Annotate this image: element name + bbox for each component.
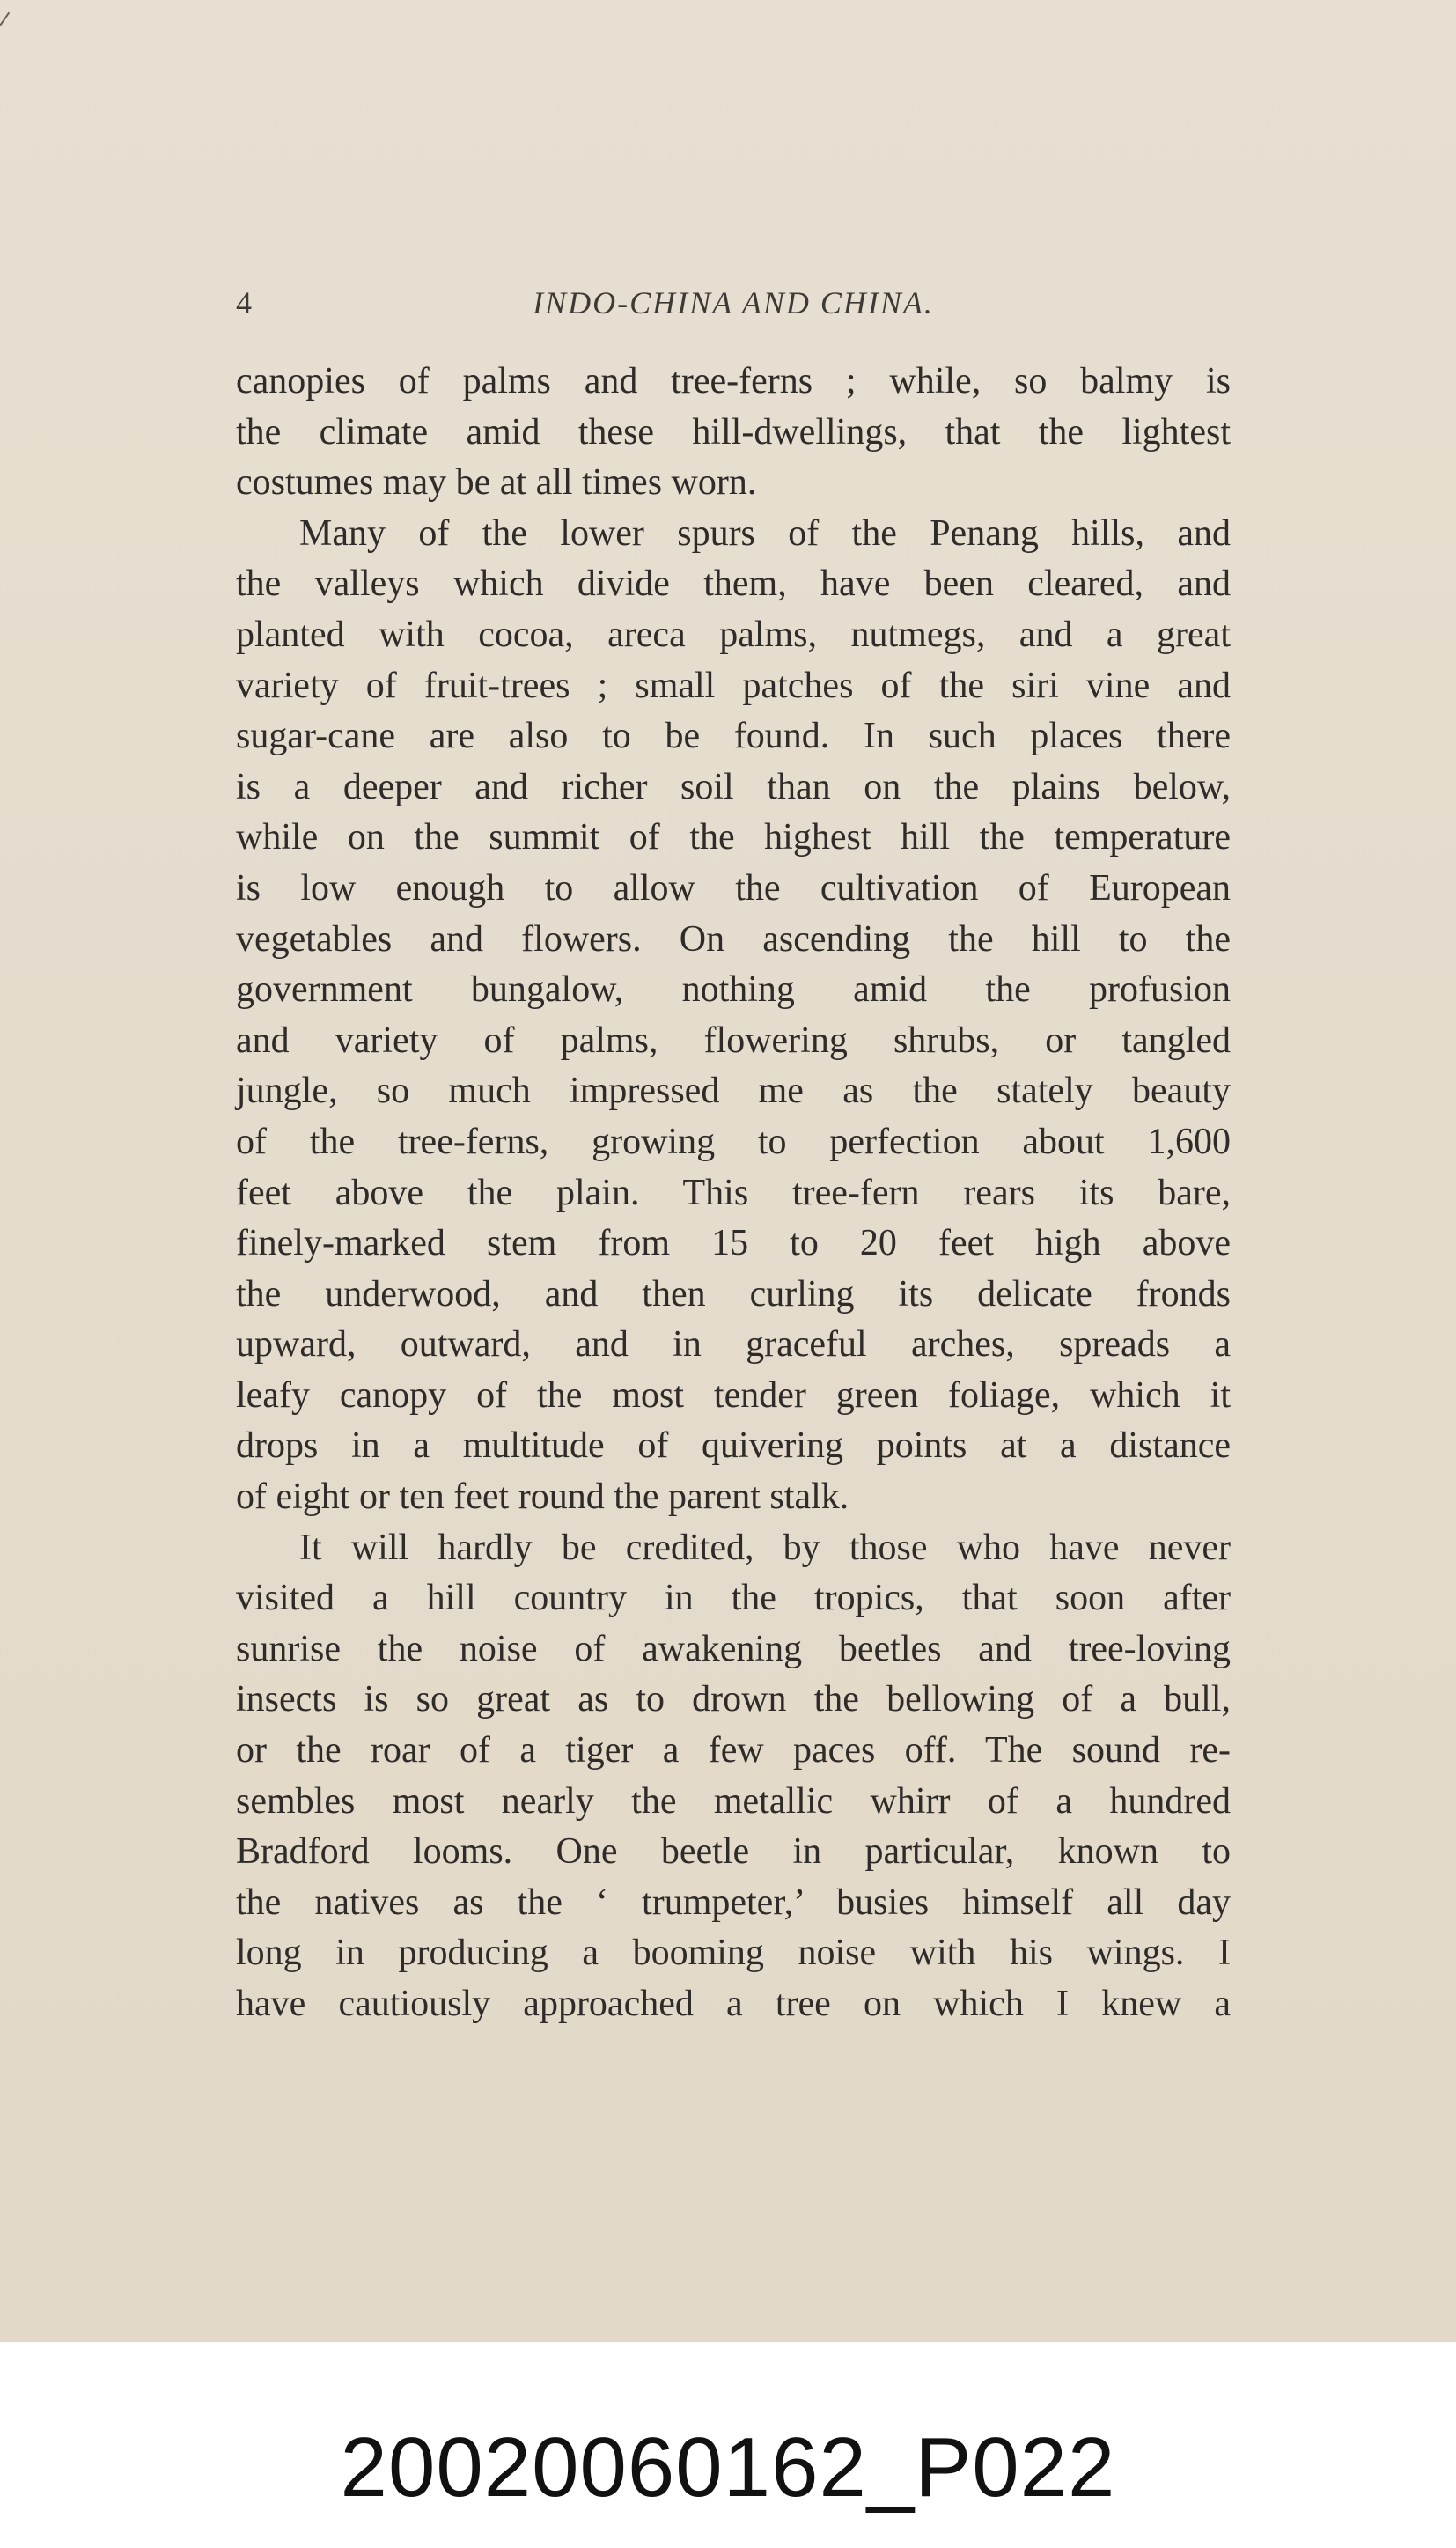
page-number: 4 xyxy=(236,285,252,320)
corner-mark xyxy=(0,12,10,26)
text-line: sugar-cane are also to be found. In such places there xyxy=(236,716,1231,757)
text-line: of eight or ten feet round the parent stalk. xyxy=(236,1477,849,1518)
text-line: government bungalow, nothing amid the profusion xyxy=(236,969,1231,1011)
text-line: have cautiously approached a tree on which I knew a xyxy=(236,1984,1231,2024)
text-line: the underwood, and then curling its delicate fronds xyxy=(236,1273,1231,1315)
text-line: insects is so great as to drown the bellowing of a bull, xyxy=(236,1679,1231,1720)
text-line: finely-marked stem from 15 to 20 feet high above xyxy=(236,1223,1231,1264)
text-line: leafy canopy of the most tender green foliage, which it xyxy=(236,1374,1231,1416)
text-line: Many of the lower spurs of the Penang hills, and xyxy=(299,512,1231,554)
text-line: the climate amid these hill-dwellings, that the lightest xyxy=(236,411,1231,453)
text-line: It will hardly be credited, by those who have never xyxy=(299,1527,1231,1568)
running-head: INDO-CHINA AND CHINA. xyxy=(533,285,934,320)
text-line: upward, outward, and in graceful arches, spreads a xyxy=(236,1324,1231,1366)
text-line: is low enough to allow the cultivation of European xyxy=(236,867,1231,909)
text-line: and variety of palms, flowering shrubs, or tangled xyxy=(236,1020,1231,1061)
body-text xyxy=(236,357,1231,2030)
scan-footer xyxy=(0,2342,1456,2548)
text-line: or the roar of a tiger a few paces off. The sound re- xyxy=(236,1730,1231,1771)
text-line: jungle, so much impressed me as the stately beauty xyxy=(236,1071,1231,1112)
text-line: feet above the plain. This tree-fern rears its bare, xyxy=(236,1172,1231,1213)
text-line: planted with cocoa, areca palms, nutmegs, and a great xyxy=(236,614,1231,655)
scan-identifier: 20020060162_P022 xyxy=(340,2420,1116,2515)
text-line: the valleys which divide them, have been cleared, and xyxy=(236,563,1231,605)
text-line: while on the summit of the highest hill the temperature xyxy=(236,817,1231,858)
text-line: vegetables and flowers. On ascending the hill to the xyxy=(236,918,1231,960)
text-line: visited a hill country in the tropics, that soon after xyxy=(236,1578,1231,1619)
page-header xyxy=(236,284,1231,322)
text-line: of the tree-ferns, growing to perfection about 1,600 xyxy=(236,1121,1231,1162)
text-line: drops in a multitude of quivering points at a distance xyxy=(236,1425,1231,1467)
text-line: is a deeper and richer soil than on the plains below, xyxy=(236,766,1231,807)
text-line: the natives as the ‘ trumpeter,’ busies himself all day xyxy=(236,1882,1231,1923)
text-line: long in producing a booming noise with his wings. I xyxy=(236,1933,1231,1974)
text-line: costumes may be at all times worn. xyxy=(236,462,757,504)
text-line: sembles most nearly the metallic whirr of a hundred xyxy=(236,1780,1231,1822)
text-line: canopies of palms and tree-ferns ; while, so balmy is xyxy=(236,361,1231,401)
text-line: Bradford looms. One beetle in particular, known to xyxy=(236,1831,1231,1873)
text-line: sunrise the noise of awakening beetles and tree-loving xyxy=(236,1628,1231,1669)
text-line: variety of fruit-trees ; small patches of the siri vine and xyxy=(236,665,1231,706)
